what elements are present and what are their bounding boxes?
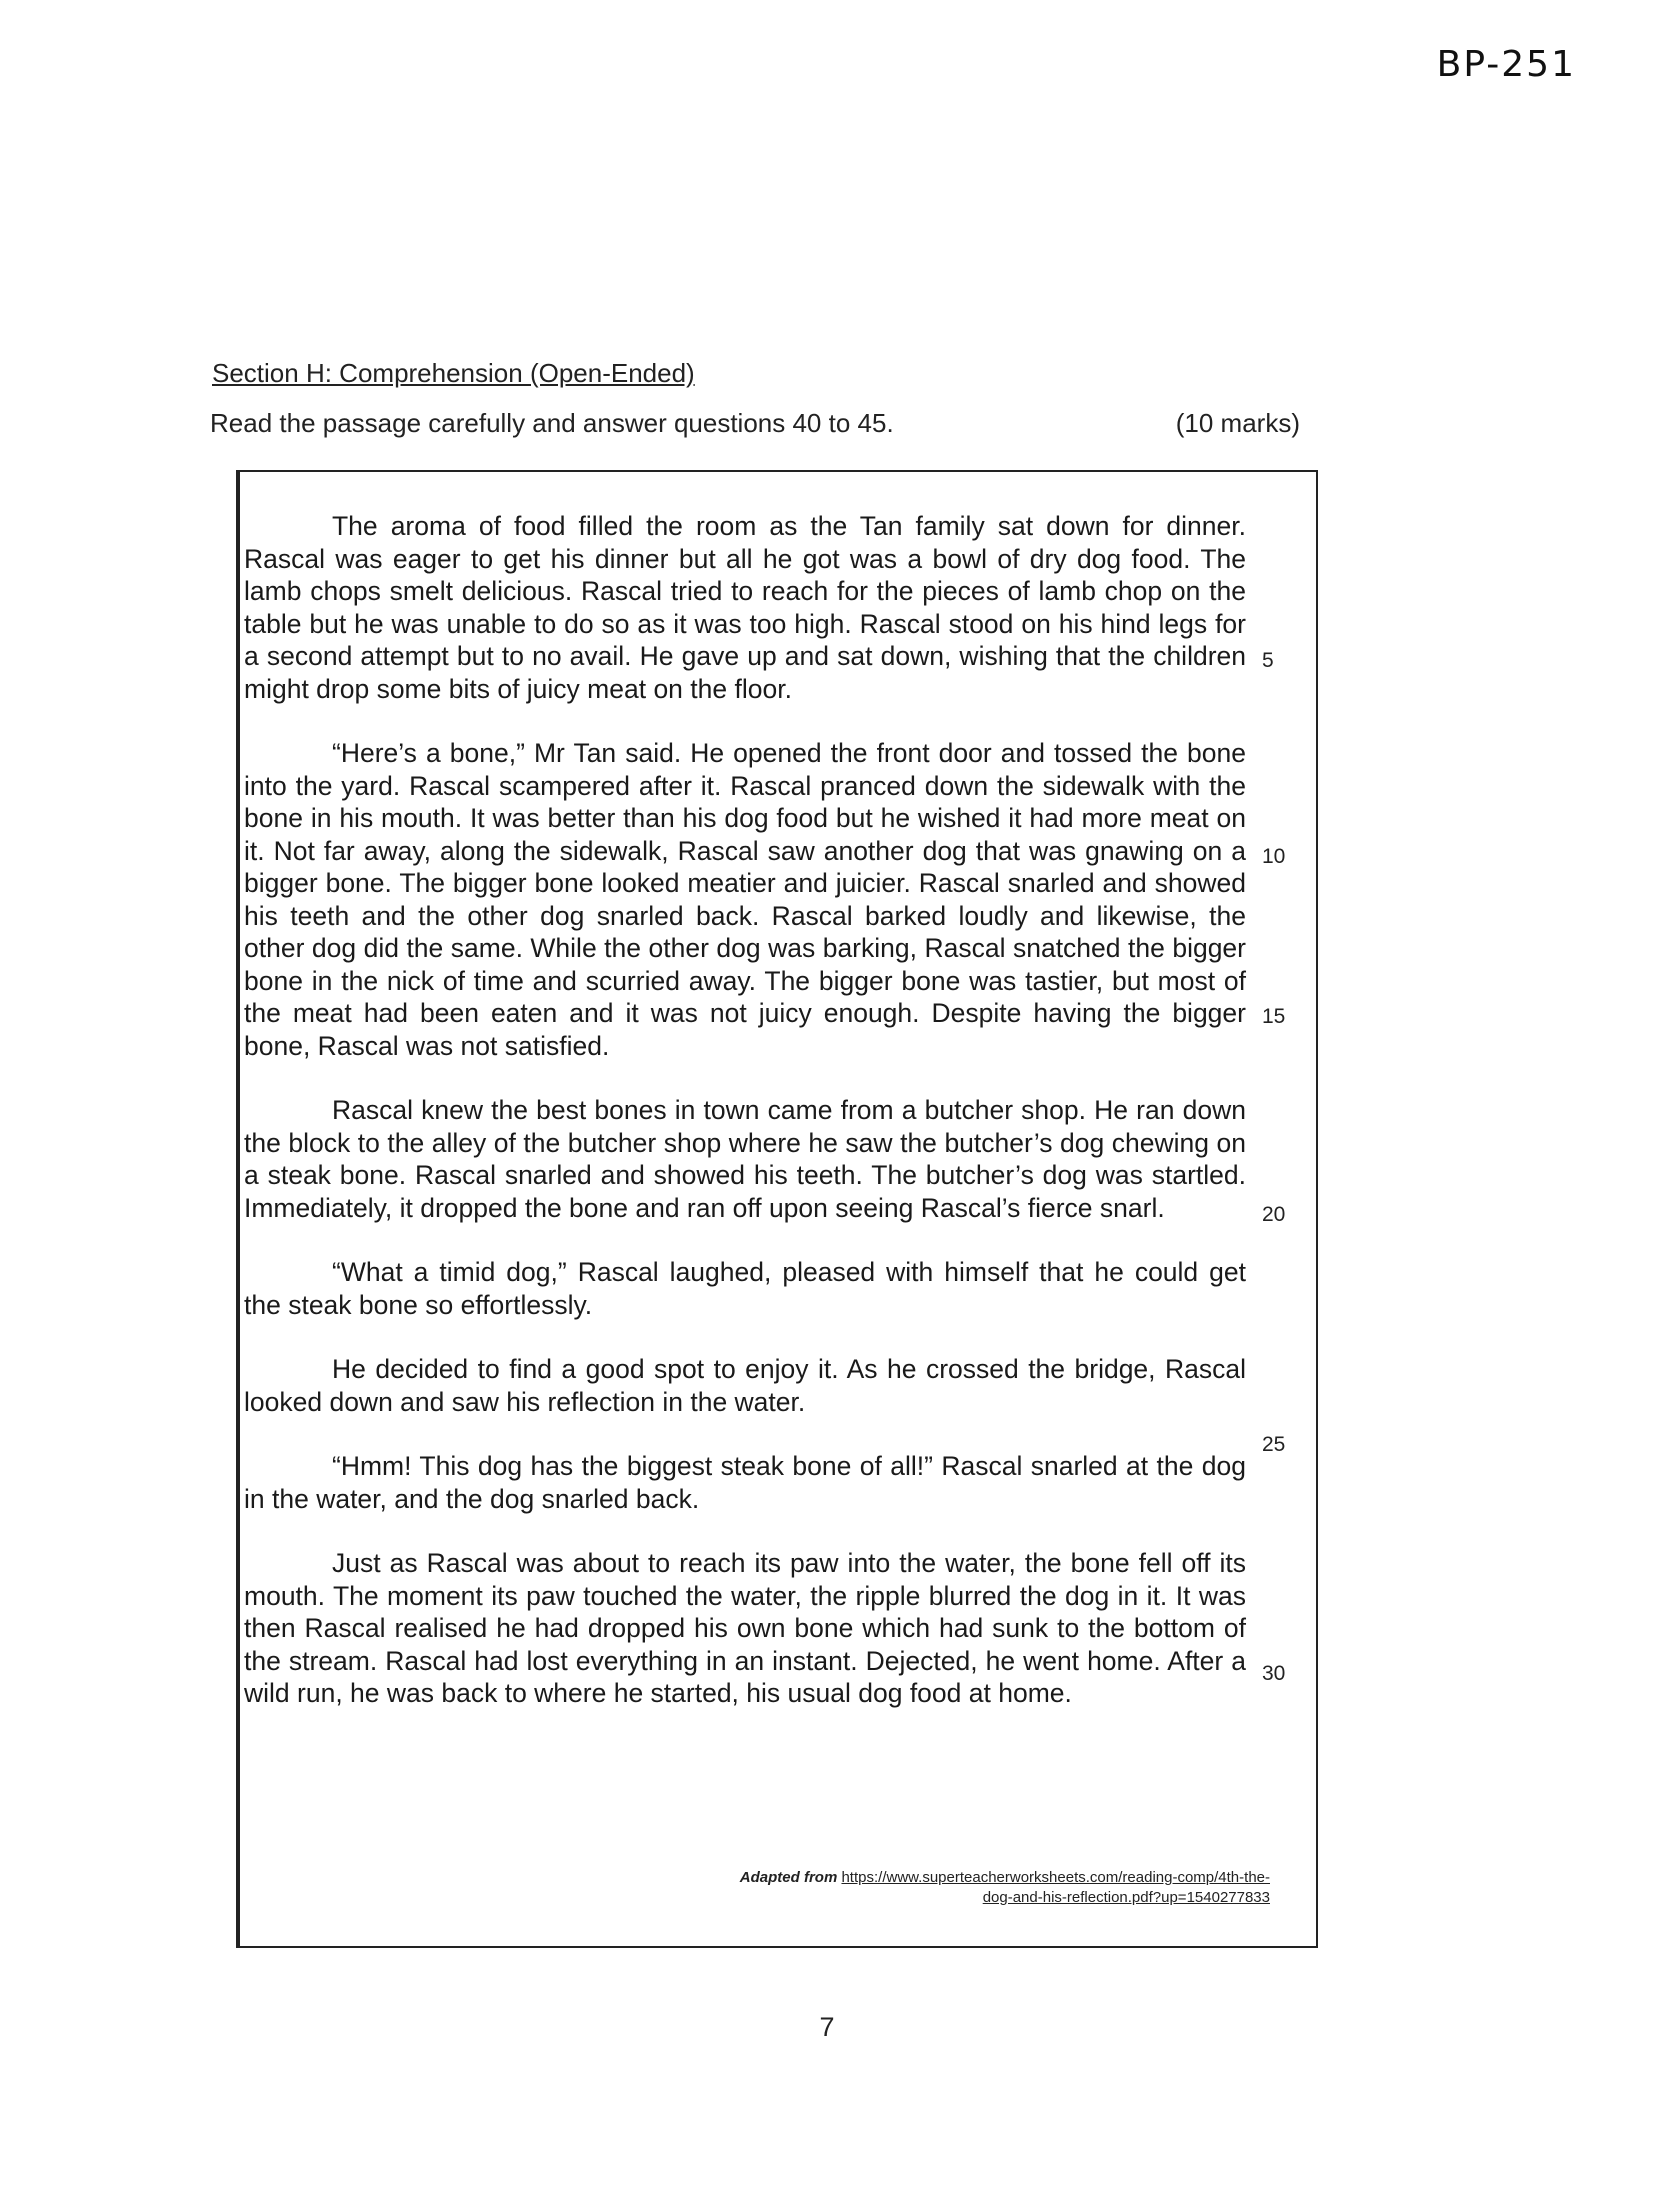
source-citation [670, 1868, 1270, 1908]
section-title: Section H: Comprehension (Open-Ended) [212, 358, 695, 388]
passage-paragraph-3: Rascal knew the best bones in town came from a butcher shop. He ran down the block to the alley of the butcher shop where he saw the butcher’s dog chewing on a steak bone. Rascal snarled and showed his teeth. The butcher’s dog was startled. Immediately, it dropped the bone and ran off upon seeing Rascal’s fierce snarl. [244, 1095, 1246, 1223]
source-url-line-2[interactable]: dog-and-his-reflection.pdf?up=1540277833 [982, 1889, 1270, 1906]
source-label: Adapted from [739, 1869, 838, 1886]
source-url-line-1[interactable]: https://www.superteacherworksheets.com/reading-comp/4th-the- [841, 1869, 1270, 1886]
instruction-row [210, 408, 1300, 439]
passage-paragraph-4: “What a timid dog,” Rascal laughed, pleased with himself that he could get the steak bone so effortlessly. [244, 1257, 1246, 1320]
passage-paragraph-2: “Here’s a bone,” Mr Tan said. He opened the front door and tossed the bone into the yard. Rascal scampered after it. Rascal pranced down the sidewalk with the bone in his mouth. It was better than his dog food but he wished it had more meat on it. Not far away, along the sidewalk, Rascal saw another dog that was gnawing on a bigger bone. The bigger bone looked meatier and juicier. Rascal snarled and showed his teeth and the other dog snarled back. Rascal barked loudly and likewise, the other dog did the same. While the other dog was barking, Rascal snatched the bigger bone in the nick of time and scurried away. The bigger bone was tastier, but most of the meat had been eaten and it was not juicy enough. Despite having the bigger bone, Rascal was not satisfied. [244, 738, 1246, 1061]
passage-paragraph-5: He decided to find a good spot to enjoy it. As he crossed the bridge, Rascal looked down and saw his reflection in the water. [244, 1354, 1246, 1417]
line-number: 25 [1262, 1433, 1286, 1456]
line-number: 20 [1262, 1203, 1286, 1226]
line-number: 30 [1262, 1662, 1286, 1685]
marks-label: (10 marks) [1175, 408, 1300, 438]
passage-paragraph-1: The aroma of food filled the room as the Tan family sat down for dinner. Rascal was eager to get his dinner but all he got was a bowl of dry dog food. The lamb chops smelt delicious. Rascal tried to reach for the pieces of lamb chop on the table but he was unable to do so as it was too high. Rascal stood on his hind legs for a second attempt but to no avail. He gave up and sat down, wishing that the children might drop some bits of juicy meat on the floor. [244, 511, 1246, 704]
instruction-text: Read the passage carefully and answer questions 40 to 45. [210, 408, 894, 438]
document-code: BP-251 [1436, 44, 1576, 85]
line-number: 10 [1262, 845, 1286, 868]
line-number: 5 [1262, 649, 1274, 672]
passage-paragraph-6: “Hmm! This dog has the biggest steak bone of all!” Rascal snarled at the dog in the water, and the dog snarled back. [244, 1451, 1246, 1514]
passage-paragraph-7: Just as Rascal was about to reach its paw into the water, the bone fell off its mouth. The moment its paw touched the water, the ripple blurred the dog in it. It was then Rascal realised he had dropped his own bone which had sunk to the bottom of the stream. Rascal had lost everything in an instant. Dejected, he went home. After a wild run, he was back to where he started, his usual dog food at home. [244, 1548, 1246, 1708]
passage [244, 510, 1246, 1742]
page-number: 7 [819, 2012, 835, 2042]
line-number: 15 [1262, 1005, 1286, 1028]
